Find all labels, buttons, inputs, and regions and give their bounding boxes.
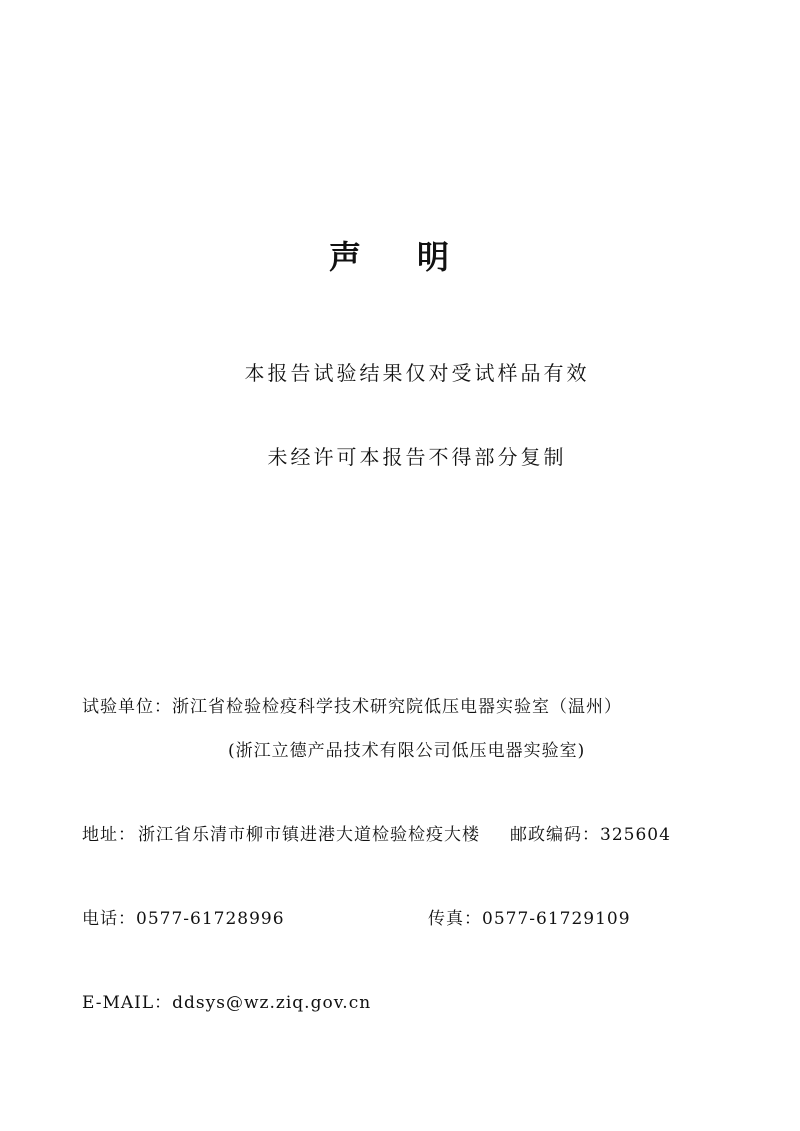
postcode-label: 邮政编码： <box>510 825 600 845</box>
phone-line <box>82 904 285 929</box>
address-value: 浙江省乐清市柳市镇进港大道检验检疫大楼 <box>138 825 480 845</box>
fax-line <box>428 904 631 929</box>
email-line <box>82 988 371 1013</box>
postcode-value: 325604 <box>600 825 671 845</box>
test-unit-name: 浙江省检验检疫科学技术研究院低压电器实验室（温州） <box>172 697 622 717</box>
notice-validity: 本报告试验结果仅对受试样品有效 <box>244 361 590 385</box>
email-value: ddsys@wz.ziq.gov.cn <box>172 993 372 1013</box>
notice-copy-restriction: 未经许可本报告不得部分复制 <box>267 445 567 469</box>
phone-label: 电话： <box>82 909 136 929</box>
address-line <box>82 820 671 845</box>
fax-value: 0577-61729109 <box>482 909 631 929</box>
test-unit-alt-name: (浙江立德产品技术有限公司低压电器实验室) <box>228 741 586 761</box>
phone-value: 0577-61728996 <box>136 909 285 929</box>
address-label: 地址： <box>82 825 136 845</box>
fax-label: 传真： <box>428 909 482 929</box>
page-title: 声明 <box>328 238 505 276</box>
email-label: E-MAIL： <box>82 993 173 1013</box>
test-unit-line <box>82 692 622 717</box>
test-unit-label: 试验单位： <box>82 697 172 717</box>
